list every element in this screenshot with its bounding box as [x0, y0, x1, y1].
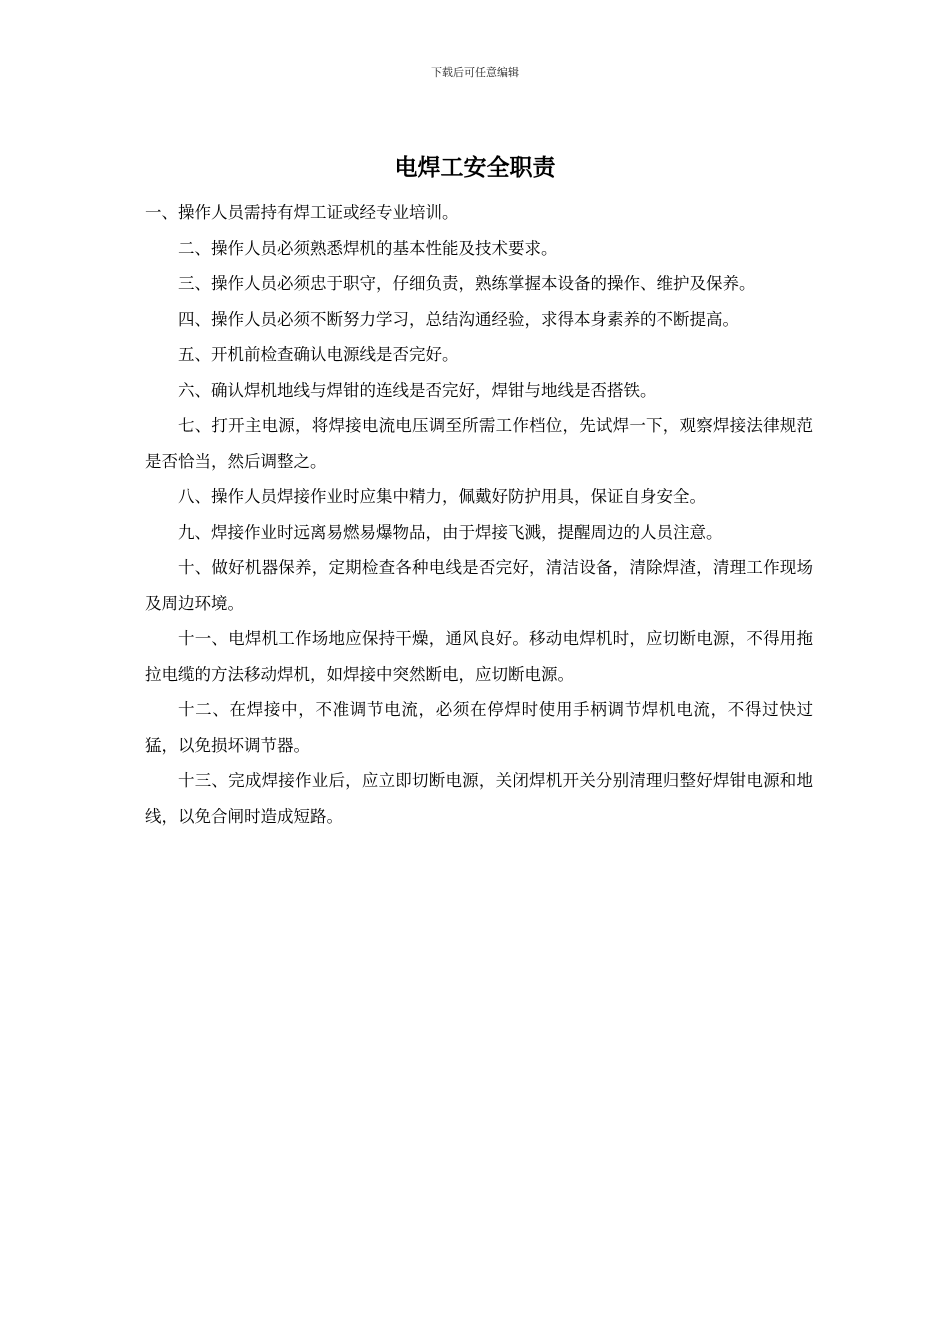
paragraph-11: 十一、电焊机工作场地应保持干燥，通风良好。移动电焊机时，应切断电源，不得用拖拉电缆的方法移动焊机，如焊接中突然断电，应切断电源。 — [145, 629, 813, 684]
document-body — [145, 195, 813, 834]
paragraph-3: 三、操作人员必须忠于职守，仔细负责，熟练掌握本设备的操作、维护及保养。 — [178, 274, 756, 293]
paragraph-4: 四、操作人员必须不断努力学习，总结沟通经验，求得本身素养的不断提高。 — [178, 309, 739, 329]
paragraph-7: 七、打开主电源，将焊接电流电压调至所需工作档位，先试焊一下，观察焊接法律规范是否恰当，然后调整之。 — [145, 416, 813, 471]
paragraph-10: 十、做好机器保养，定期检查各种电线是否完好，清洁设备，清除焊渣，清理工作现场及周边环境。 — [145, 558, 813, 613]
paragraph-6: 六、确认焊机地线与焊钳的连线是否完好，焊钳与地线是否搭铁。 — [178, 380, 657, 400]
paragraph-12: 十二、在焊接中，不准调节电流，必须在停焊时使用手柄调节焊机电流，不得过快过猛，以免损坏调节器。 — [145, 700, 813, 755]
paragraph-5: 五、开机前检查确认电源线是否完好。 — [178, 345, 459, 364]
paragraph-8: 八、操作人员焊接作业时应集中精力，佩戴好防护用具，保证自身安全。 — [178, 487, 706, 506]
paragraph-9: 九、焊接作业时远离易燃易爆物品，由于焊接飞溅，提醒周边的人员注意。 — [178, 522, 723, 542]
document-title: 电焊工安全职责 — [394, 154, 556, 181]
paragraph-13: 十三、完成焊接作业后，应立即切断电源，关闭焊机开关分别清理归整好焊钳电源和地线，以免合闸时造成短路。 — [145, 771, 813, 826]
header-note: 下载后可任意编辑 — [431, 66, 519, 79]
paragraph-1: 一、操作人员需持有焊工证或经专业培训。 — [145, 203, 459, 222]
paragraph-2: 二、操作人员必须熟悉焊机的基本性能及技术要求。 — [178, 238, 558, 258]
